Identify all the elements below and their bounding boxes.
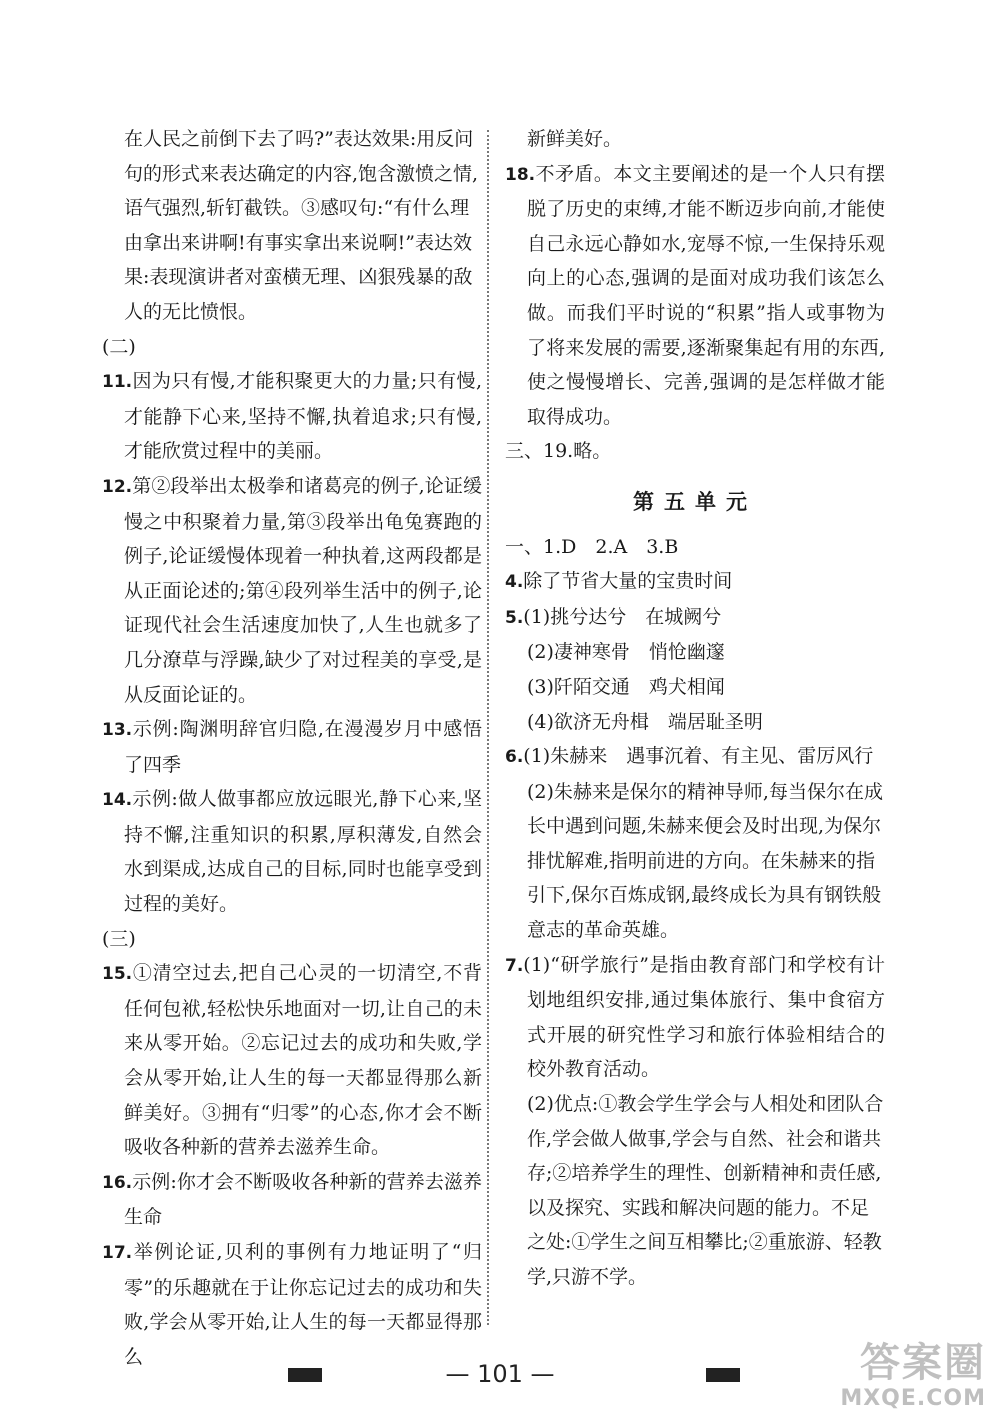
answer-text: 除了节省大量的宝贵时间	[523, 570, 733, 593]
answer-text: 在人民之前倒下去了吗?”表达效果:用反问句的形式来表达确定的内容,饱含激愤之情,语气强烈,斩钉截铁。③感叹句:“有什么理由拿出来讲啊!有事实拿出来说啊!”表达效果:表现演讲者对蛮横无理、凶狠残暴的敌人的无比愤恨。	[124, 128, 479, 323]
answer-item	[505, 775, 885, 948]
answer-number: 一、1.	[505, 535, 562, 558]
unit-title: 第五单元	[633, 489, 757, 514]
answer-text: 示例:陶渊明辞官归隐,在漫漫岁月中感悟了四季	[124, 718, 482, 776]
left-column	[102, 122, 482, 1374]
answer-text: ①清空过去,把自己心灵的一切清空,不背任何包袱,轻松快乐地面对一切,让自己的未来从零开始。②忘记过去的成功和失败,学会从零开始,让人生的每一天都显得那么新鲜美好。③拥有“归零”的心态,你才会不断吸收各种新的营养去滋养生命。	[124, 962, 482, 1159]
answer-item	[102, 469, 482, 712]
answer-item	[505, 434, 885, 469]
right-column-top	[505, 122, 885, 469]
answer-text: (1)朱赫来 遇事沉着、有主见、雷厉风行	[523, 745, 874, 768]
answer-number: 17.	[102, 1243, 133, 1263]
answer-text: 新鲜美好。	[527, 128, 623, 150]
watermark-bottom: MXQE.COM	[840, 1386, 986, 1411]
answer-text: (三)	[102, 927, 136, 950]
answer-text: (二)	[102, 335, 136, 358]
answer-text: (1)挑兮达兮 在城阙兮	[523, 605, 722, 628]
answer-item	[505, 530, 885, 565]
answer-text: 示例:你才会不断吸收各种新的营养去滋养生命	[124, 1170, 482, 1229]
answer-text: 不矛盾。本文主要阐述的是一个人只有摆脱了历史的束缚,才能不断迈步向前,才能使自己永远心静如水,宠辱不惊,一生保持乐观向上的心态,强调的是面对成功我们该怎么做。而我们平时说的“积累”指人或事物为了将来发展的需要,逐渐聚集起有用的东西,使之慢慢增长、完善,强调的是怎样做才能取得成功。	[527, 162, 885, 428]
answer-text: (4)欲济无舟楫 端居耻圣明	[527, 710, 763, 733]
answer-item	[505, 600, 885, 636]
answer-item	[505, 157, 885, 435]
answer-item	[102, 122, 482, 330]
answer-item	[505, 1087, 885, 1295]
answer-text: (2)朱赫来是保尔的精神导师,每当保尔在成长中遇到问题,朱赫来便会及时出现,为保尔排忧解难,指明前进的方向。在朱赫来的指引下,保尔百炼成钢,最终成长为具有钢铁般意志的革命英雄。	[527, 780, 883, 942]
answer-text: (2)凄神寒骨 悄怆幽邃	[527, 641, 725, 664]
answer-number: 5.	[505, 607, 524, 628]
answer-item	[505, 635, 885, 670]
answer-number: 6.	[505, 747, 524, 768]
answer-number: 18.	[505, 164, 536, 185]
answer-text: 略。	[573, 440, 612, 463]
answer-item	[505, 705, 885, 740]
answer-item	[102, 922, 482, 957]
right-column	[505, 122, 885, 1295]
answer-text: (2)优点:①教会学生学会与人相处和团队合作,学会做人做事,学会与自然、社会和谐共存;②培养学生的理性、创新精神和责任感,以及探究、实践和解决问题的能力。不足之处:①学生之间互相攀比;②重旅游、轻教学,只游不学。	[527, 1093, 884, 1288]
answer-text: 示例:做人做事都应放远眼光,静下心来,坚持不懈,注重知识的积累,厚积薄发,自然会水到渠成,达成自己的目标,同时也能享受到过程的美好。	[124, 788, 482, 916]
answer-item	[505, 670, 885, 705]
answer-item	[102, 782, 482, 921]
answer-number: 11.	[102, 372, 133, 393]
column-divider	[487, 130, 489, 1325]
answer-item	[505, 739, 885, 775]
answer-text: 第②段举出太极拳和诸葛亮的例子,论证缓慢之中积聚着力量,第③段举出龟兔赛跑的例子,论证缓慢体现着一种执着,这两段都是从正面论述的;第④段列举生活中的例子,论证现代社会生活速度加快了,人生也就多了几分潦草与浮躁,缺少了对过程美的享受,是从反面论证的。	[124, 474, 482, 706]
answer-item	[102, 1165, 482, 1235]
page-number: — 101 —	[445, 1360, 555, 1388]
answer-item	[102, 330, 482, 365]
right-column-bottom	[505, 530, 885, 1295]
answer-item	[505, 122, 885, 157]
answer-number: 12.	[102, 476, 133, 497]
watermark-top: 答案圈	[860, 1340, 986, 1386]
answer-item	[505, 564, 885, 600]
answer-number: 15.	[102, 964, 133, 985]
answer-item	[505, 948, 885, 1087]
answer-number: 7.	[505, 955, 524, 976]
answer-text: D 2.A 3.B	[561, 535, 679, 558]
answer-item	[102, 364, 482, 469]
answer-number: 13.	[102, 720, 133, 741]
answer-number: 14.	[102, 790, 133, 811]
answer-text: (3)阡陌交通 鸡犬相闻	[527, 675, 725, 698]
answer-item	[102, 712, 482, 782]
answer-text: 举例论证,贝利的事例有力地证明了“归零”的乐趣就在于让你忘记过去的成功和失败,学会从零开始,让人生的每一天都显得那么	[124, 1241, 482, 1368]
answer-item	[102, 956, 482, 1165]
answer-text: 因为只有慢,才能积聚更大的力量;只有慢,才能静下心来,坚持不懈,执着追求;只有慢,才能欣赏过程中的美丽。	[124, 370, 482, 463]
answer-item	[102, 1235, 482, 1374]
answer-number: 三、19.	[505, 440, 574, 463]
watermark-logo	[836, 1340, 986, 1420]
footer-bar-right	[706, 1368, 740, 1382]
footer-bar-left	[288, 1368, 322, 1382]
answer-number: 4.	[505, 572, 524, 593]
answer-text: (1)“研学旅行”是指由教育部门和学校有计划地组织安排,通过集体旅行、集中食宿方式开展的研究性学习和旅行体验相结合的校外教育活动。	[523, 953, 885, 1081]
answer-number: 16.	[102, 1172, 133, 1193]
